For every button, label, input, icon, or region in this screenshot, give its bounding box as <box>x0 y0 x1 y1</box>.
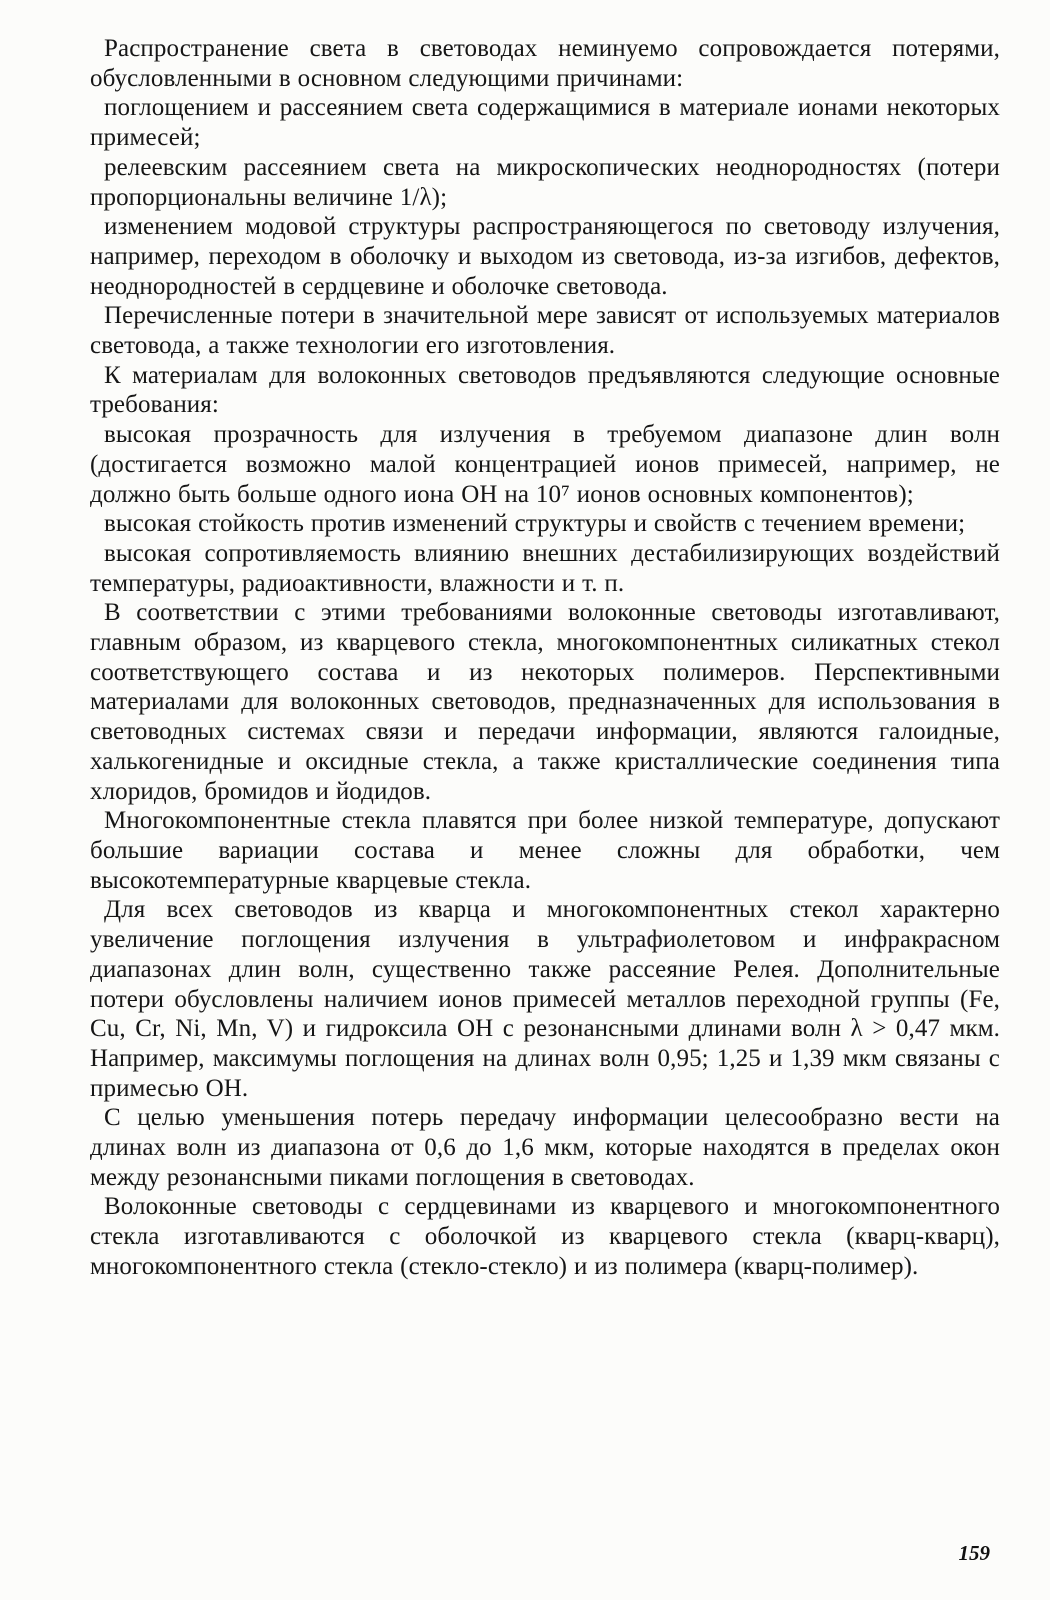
page-body-text <box>90 34 1000 1282</box>
paragraph-materials: В соответствии с этими требованиями волоконные световоды изготавливают, главным образом, из кварцевого стекла, многокомпонентных силикатных стекол соответствующего состава и из некоторых полимеров. Перспективными материалами для волоконных световодов, предназначенных для использования в световодных системах связи и передачи информации, являются галоидные, халькогенидные и оксидные стекла, а также кристаллические соединения типа хлоридов, бромидов и йодидов. <box>90 599 1000 805</box>
list-item-resistance: высокая сопротивляемость влиянию внешних дестабилизирующих воздействий температуры, радиоактивности, влажности и т. п. <box>90 539 1000 597</box>
paragraph-absorption-impurities: Для всех световодов из кварца и многокомпонентных стекол характерно увеличение поглощения излучения в ультрафиолетовом и инфракрасном диапазонах длин волн, существенно также рассеяние Релея. Дополнительные потери обусловлены наличием ионов примесей металлов переходной группы (Fe, Cu, Cr, Ni, Mn, V) и гидроксила ОН с резонансными длинами волн λ > 0,47 мкм. Например, максимумы поглощения на длинах волн 0,95; 1,25 и 1,39 мкм связаны с примесью ОН. <box>90 896 1000 1102</box>
paragraph-cladding-types: Волоконные световоды с сердцевинами из кварцевого и многокомпонентного стекла изготавливаются с оболочкой из кварцевого стекла (кварц-кварц), многокомпонентного стекла (стекло-стекло) и из полимера (кварц-полимер). <box>90 1193 1000 1280</box>
paragraph-wavelength-window: С целью уменьшения потерь передачу информации целесообразно вести на длинах волн из диапазона от 0,6 до 1,6 мкм, которые находятся в пределах окон между резонансными пиками поглощения в световодах. <box>90 1104 1000 1191</box>
paragraph-losses-dependence: Перечисленные потери в значительной мере зависят от используемых материалов световода, а также технологии его изготовления. <box>90 302 1000 360</box>
paragraph-losses-intro: Распространение света в световодах неминуемо сопровождается потерями, обусловленными в основном следующими причинами: <box>90 35 1000 92</box>
list-item-absorption: поглощением и рассеянием света содержащимися в материале ионами некоторых примесей; <box>90 94 1000 152</box>
paragraph-multicomponent-glass: Многокомпонентные стекла плавятся при более низкой температуре, допускают большие вариации состава и менее сложны для обработки, чем высокотемпературные кварцевые стекла. <box>90 807 1000 894</box>
paragraph-requirements-intro: К материалам для волоконных световодов предъявляются следующие основные требования: <box>90 361 1000 419</box>
list-item-rayleigh-scattering: релеевским рассеянием света на микроскопических неоднородностях (потери пропорциональны величине 1/λ); <box>90 153 1000 211</box>
list-item-stability: высокая стойкость против изменений структуры и свойств с течением времени; <box>104 510 966 538</box>
list-item-transparency: высокая прозрачность для излучения в требуемом диапазоне длин волн (достигается возможно малой концентрацией ионов примесей, например, не должно быть больше одного иона ОН на 10⁷ ионов основных компонентов); <box>90 421 1000 508</box>
page-number: 159 <box>958 1541 990 1565</box>
list-item-mode-structure: изменением модовой структуры распространяющегося по световоду излучения, например, переходом в оболочку и выходом из световода, из-за изгибов, дефектов, неоднородностей в сердцевине и оболочке световода. <box>90 213 1000 300</box>
